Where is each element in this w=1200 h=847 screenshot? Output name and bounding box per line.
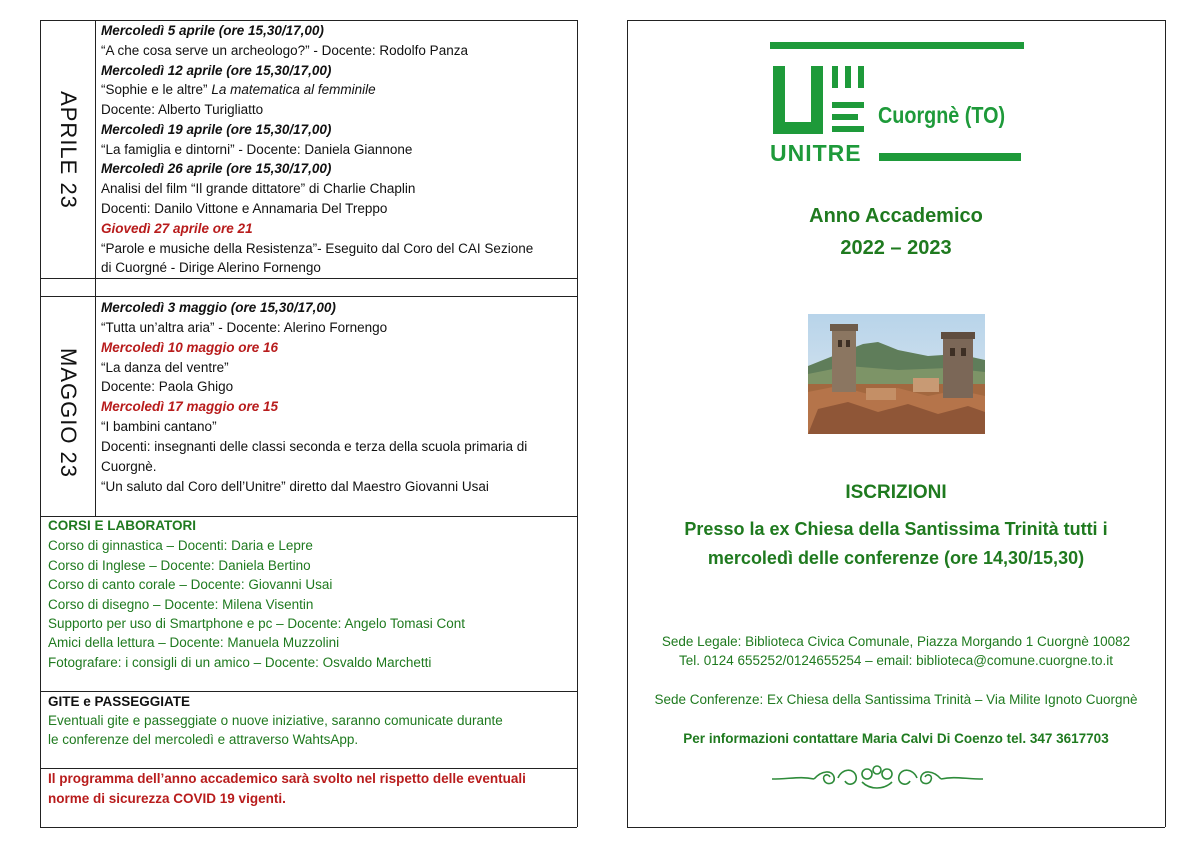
event-teacher: Docenti: insegnanti delle classi seconda e terza della scuola primaria di xyxy=(101,439,528,454)
covid-line: norme di sicurezza COVID 19 vigenti. xyxy=(48,791,286,806)
corsi-title: CORSI E LABORATORI xyxy=(48,518,197,533)
event-title: “I bambini cantano” xyxy=(101,419,217,434)
event-date-special: Mercoledì 17 maggio ore 15 xyxy=(101,399,279,414)
bottom-border-right xyxy=(627,827,1165,828)
event-title: “Un saluto dal Coro dell’Unitre” diretto dal Maestro Giovanni Usai xyxy=(101,479,489,494)
anno-years: 2022 – 2023 xyxy=(840,237,952,259)
gite-line: le conferenze del mercoledì e attraverso WahtsApp. xyxy=(48,732,359,747)
event-date: Mercoledì 5 aprile (ore 15,30/17,00) xyxy=(101,23,324,38)
bottom-border-left xyxy=(40,827,577,828)
sede-legale-line: Sede Legale: Biblioteca Civica Comunale, Piazza Morgando 1 Cuorgnè 10082 xyxy=(661,634,1131,649)
course-item: Corso di Inglese – Docente: Daniela Bertino xyxy=(48,558,311,573)
may-month-label: MAGGIO 23 xyxy=(56,348,81,479)
town-photo xyxy=(808,314,985,434)
unitre-logo xyxy=(768,40,1028,170)
iscrizioni-line: Presso la ex Chiesa della Santissima Trinità tutti i xyxy=(684,519,1108,539)
gite-line: Eventuali gite e passeggiate o nuove iniziative, saranno comunicate durante xyxy=(48,713,503,728)
anno-label: Anno Accademico xyxy=(809,205,983,227)
event-date: Mercoledì 19 aprile (ore 15,30/17,00) xyxy=(101,122,332,137)
event-date: Mercoledì 12 aprile (ore 15,30/17,00) xyxy=(101,63,332,78)
town-photo-image xyxy=(808,314,985,434)
month-column-divider xyxy=(95,20,96,516)
gite-title: GITE e PASSEGGIATE xyxy=(48,694,191,709)
april-bottom-border xyxy=(40,278,577,279)
event-date: Mercoledì 3 maggio (ore 15,30/17,00) xyxy=(101,300,336,315)
event-title: “La famiglia e dintorni” - Docente: Daniela Giannone xyxy=(101,142,413,157)
event-title-b: La matematica al femminile xyxy=(211,82,376,97)
event-title: “Parole e musiche della Resistenza”- Eseguito dal Coro del CAI Sezione xyxy=(101,241,534,256)
event-title: Analisi del film “Il grande dittatore” di Charlie Chaplin xyxy=(101,181,416,196)
left-column-right-border xyxy=(577,20,578,827)
iscrizioni-line: mercoledì delle conferenze (ore 14,30/15,30) xyxy=(707,548,1085,568)
course-item: Corso di canto corale – Docente: Giovanni Usai xyxy=(48,577,333,592)
may-top-border xyxy=(40,296,577,297)
event-teacher: Docenti: Danilo Vittone e Annamaria Del Treppo xyxy=(101,201,388,216)
logo-word: UNITRE xyxy=(770,140,862,166)
april-month-label: APRILE 23 xyxy=(56,91,81,209)
flourish-ornament xyxy=(770,760,985,796)
course-item: Amici della lettura – Docente: Manuela Muzzolini xyxy=(48,635,340,650)
course-item: Fotografare: i consigli di un amico – Docente: Osvaldo Marchetti xyxy=(48,655,432,670)
logo-place: Cuorgnè (TO) xyxy=(878,102,1006,128)
event-title: “Tutta un’altra aria” - Docente: Alerino Fornengo xyxy=(101,320,388,335)
event-teacher: Cuorgnè. xyxy=(101,459,157,474)
top-border-right xyxy=(627,20,1165,21)
course-item: Corso di ginnastica – Docenti: Daria e Lepre xyxy=(48,538,313,553)
info-contact: Per informazioni contattare Maria Calvi Di Coenzo tel. 347 3617703 xyxy=(683,731,1109,746)
event-teacher: Docente: Paola Ghigo xyxy=(101,379,234,394)
event-title: “A che cosa serve un archeologo?” - Docente: Rodolfo Panza xyxy=(101,43,468,58)
event-date: Mercoledì 26 aprile (ore 15,30/17,00) xyxy=(101,161,332,176)
event-title: “La danza del ventre” xyxy=(101,360,229,375)
covid-line: Il programma dell’anno accademico sarà svolto nel rispetto delle eventuali xyxy=(48,771,526,786)
event-date-special: Mercoledì 10 maggio ore 16 xyxy=(101,340,279,355)
course-item: Supporto per uso di Smartphone e pc – Docente: Angelo Tomasi Cont xyxy=(48,616,466,631)
right-page-right-border xyxy=(1165,20,1166,827)
course-item: Corso di disegno – Docente: Milena Visentin xyxy=(48,597,314,612)
event-date-special: Giovedì 27 aprile ore 21 xyxy=(101,221,253,236)
left-page-border xyxy=(40,20,41,827)
event-title xyxy=(101,80,376,100)
event-teacher: Docente: Alberto Turigliatto xyxy=(101,102,264,117)
event-title-a: “Sophie e le altre” xyxy=(101,82,212,97)
event-teacher: di Cuorgné - Dirige Alerino Fornengo xyxy=(101,260,321,275)
flourish-ornament-graphic xyxy=(770,760,985,796)
sede-legale-line: Tel. 0124 655252/0124655254 – email: biblioteca@comune.cuorgne.to.it xyxy=(678,653,1113,668)
iscrizioni-title: ISCRIZIONI xyxy=(845,482,947,503)
sede-conferenze: Sede Conferenze: Ex Chiesa della Santissima Trinità – Via Milite Ignoto Cuorgnè xyxy=(654,692,1138,707)
